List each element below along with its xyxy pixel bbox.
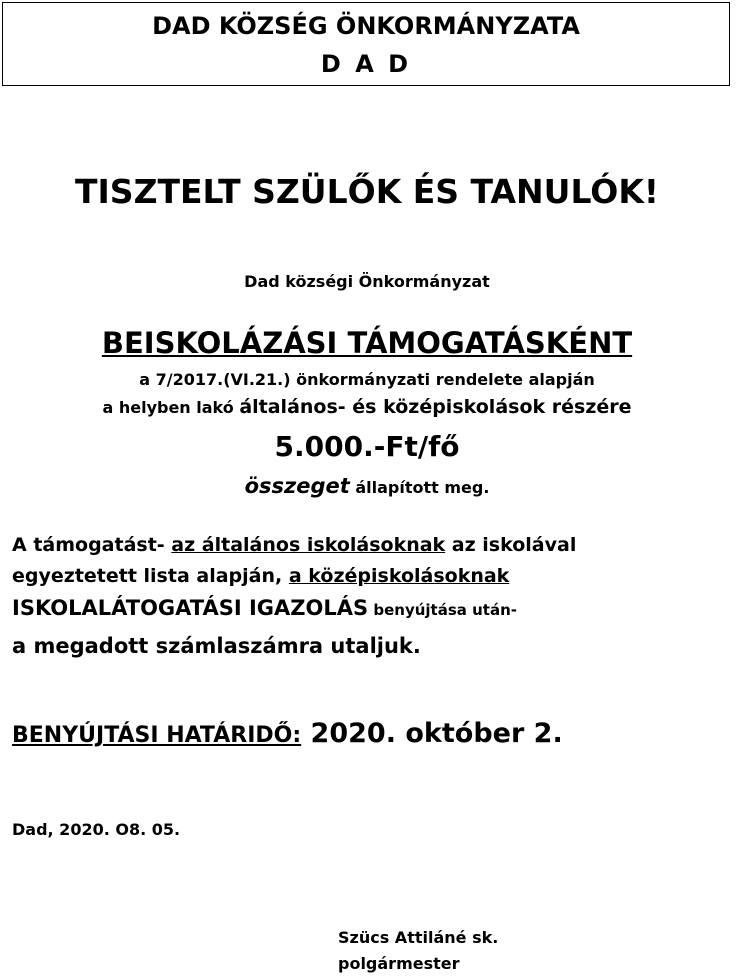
paragraph-line-4: a megadott számlaszámra utaljuk. <box>12 634 421 658</box>
paragraph-text: benyújtása után- <box>368 601 517 619</box>
set-line-rest: állapított meg. <box>349 478 490 497</box>
issuer-line: Dad községi Önkormányzat <box>244 272 490 291</box>
set-line-emphasis: összeget <box>244 474 350 498</box>
paragraph-text: az iskolával <box>445 534 577 556</box>
target-prefix: a helyben lakó <box>102 398 240 417</box>
deadline-value: 2020. október 2. <box>301 718 563 749</box>
document-date: Dad, 2020. O8. 05. <box>12 820 181 839</box>
paragraph-line-1 <box>12 534 576 556</box>
paragraph-line-3 <box>12 596 517 620</box>
target-emphasis: általános- és középiskolások részére <box>239 396 632 418</box>
paragraph-underlined: a középiskolásoknak <box>288 565 510 587</box>
header-title: DAD KÖZSÉG ÖNKORMÁNYZATA <box>152 12 580 40</box>
amount: 5.000.-Ft/fő <box>274 430 460 463</box>
paragraph-underlined: az általános iskolásoknak <box>171 534 446 556</box>
deadline-label: BENYÚJTÁSI HATÁRIDŐ: <box>12 723 302 748</box>
signature-name: Szücs Attiláné sk. <box>338 928 499 947</box>
deadline-line <box>12 718 563 749</box>
header-subtitle: D A D <box>320 50 412 78</box>
set-line <box>0 474 734 498</box>
paragraph-text: A támogatást- <box>12 534 172 556</box>
paragraph-text: ISKOLALÁTOGATÁSI IGAZOLÁS <box>12 596 369 620</box>
support-title: BEISKOLÁZÁSI TÁMOGATÁSKÉNT <box>101 326 633 360</box>
target-line <box>0 396 734 418</box>
decree-line: a 7/2017.(VI.21.) önkormányzati rendelete alapján <box>139 370 595 389</box>
greeting-heading: TISZTELT SZÜLŐK ÉS TANULÓK! <box>75 172 659 211</box>
paragraph-text: egyeztetett lista alapján, <box>12 565 289 587</box>
signature-title: polgármester <box>338 954 460 973</box>
paragraph-line-2 <box>12 565 509 587</box>
